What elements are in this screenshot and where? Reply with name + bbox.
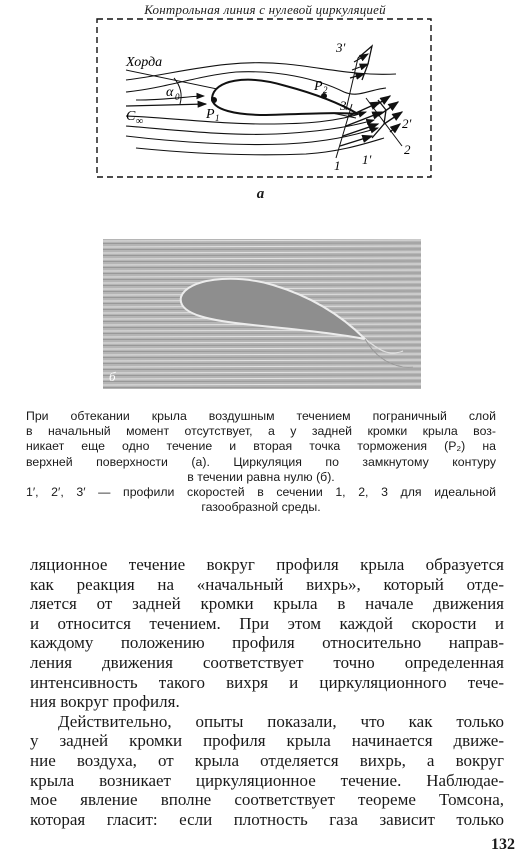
section-line-3	[346, 58, 358, 110]
caption-line: верхней поверхности (а). Циркуляция по замкнутому контуру	[26, 454, 496, 469]
caption-line: газообразной среды.	[201, 500, 321, 515]
streamline	[126, 128, 378, 145]
profile-arrow	[384, 112, 402, 124]
text-line: у задней кромки профиля крыла начинается движе-	[30, 731, 504, 751]
caption-line: 1′, 2′, 3′ — профили скоростей в сечении 1, 2, 3 для идеальной	[26, 485, 496, 500]
alpha-label: α	[166, 85, 174, 100]
section-2p-label: 2'	[402, 116, 412, 131]
text-line: ляется от задней кромки крыла в начале движения	[30, 594, 504, 614]
figure-a-diagram	[96, 18, 432, 178]
text-line: и относится течением. При этом каждой скорости и	[30, 613, 504, 633]
section-2-label: 2	[404, 142, 411, 157]
text-line: мое явление вполне соответствует теореме Томсона,	[30, 790, 504, 810]
text-line: которая гласит: если плотность газа зависит только	[30, 809, 504, 829]
text-line: ления движения соответствует точно определенная	[30, 652, 504, 672]
profile-arrow	[350, 74, 364, 78]
profile-arrow	[390, 124, 400, 132]
figure-caption	[26, 409, 496, 515]
p1-subscript: 1	[215, 113, 220, 123]
text-line: ляционное течение вокруг профиля крыла образуется	[30, 555, 504, 574]
caption-line: При обтекании крыла воздушным течением пограничный слой	[26, 409, 496, 423]
streamline	[126, 120, 374, 134]
velocity-profile-1p	[372, 100, 386, 138]
freestream-line	[126, 104, 206, 106]
caption-line: в течении равна нулю (б).	[187, 469, 335, 484]
text-line: интенсивность такого вихря и циркуляционного тече-	[30, 672, 504, 692]
section-3-label: 3	[340, 98, 347, 113]
text-line: Действительно, опыты показали, что как только	[58, 711, 504, 731]
section-1-label: 1	[334, 158, 341, 173]
text-line: каждому положению профиля относительно направ-	[30, 633, 504, 653]
flow-photograph	[103, 239, 421, 389]
figure-a-letter: a	[256, 186, 265, 202]
text-line: крыла возникает циркуляционное течение. Наблюдае-	[30, 770, 504, 790]
caption-line: в начальный момент отсутствует, а у задней кромки крыла воз-	[26, 424, 496, 439]
alpha-subscript: 0	[175, 92, 180, 102]
airfoil	[212, 80, 358, 115]
streamline	[126, 63, 396, 80]
body-text	[30, 555, 504, 829]
stagnation-point-p1	[211, 97, 217, 103]
page-number: 132	[491, 836, 515, 853]
text-line: ние воздуха, от крыла отделяется вихрь, а вокруг	[30, 750, 504, 770]
text-line: как реакция на «начальный вихрь», который отде-	[30, 574, 504, 594]
chord-label: Хорда	[126, 55, 163, 70]
p2-label: P	[314, 79, 323, 94]
caption-line: никает еще одно течение и вторая точка торможения (P₂) на	[26, 439, 496, 454]
p1-label: P	[206, 107, 215, 122]
section-3p-label: 3'	[336, 40, 346, 55]
freestream-label: C	[126, 109, 136, 124]
text-line: ния вокруг профиля.	[30, 692, 180, 712]
profile-arrow	[372, 96, 390, 108]
figure-b-letter: б	[109, 369, 116, 384]
section-1p-label: 1'	[362, 152, 372, 167]
p2-subscript: 2	[323, 85, 328, 95]
freestream-subscript: ∞	[136, 116, 144, 127]
profile-arrow	[340, 136, 372, 146]
figure-a-title: Контрольная линия с нулевой циркуляцией	[144, 2, 386, 17]
